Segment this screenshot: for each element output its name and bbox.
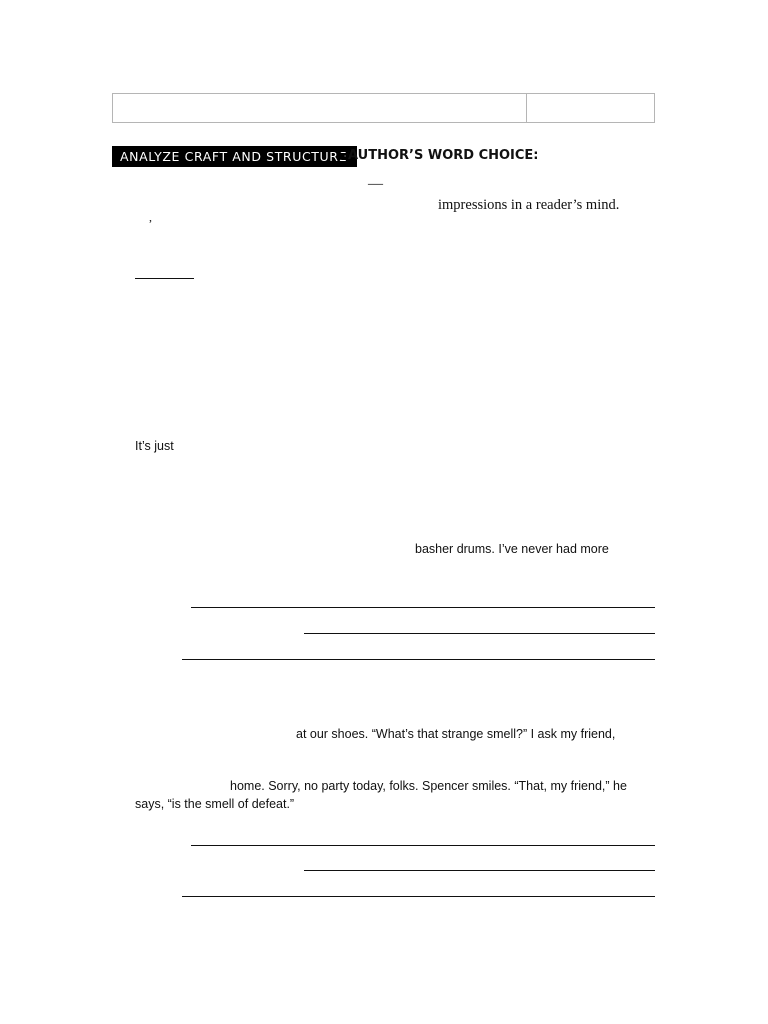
passage-line-basher: basher drums. I’ve never had more — [415, 542, 609, 556]
passage-line-its-just: It’s just — [135, 439, 174, 453]
box-divider — [526, 94, 527, 122]
passage-line-home: home. Sorry, no party today, folks. Spencer smiles. “That, my friend,” he — [230, 779, 627, 793]
section-tag: ANALYZE CRAFT AND STRUCTURE — [112, 146, 357, 167]
section-heading: AUTHOR’S WORD CHOICE: — [348, 148, 539, 163]
answer-line[interactable] — [182, 896, 655, 897]
answer-line[interactable] — [191, 845, 655, 846]
answer-line[interactable] — [304, 870, 655, 871]
answer-line[interactable] — [304, 633, 655, 634]
name-date-box — [112, 93, 655, 123]
intro-text: impressions in a reader’s mind. — [438, 197, 620, 213]
passage-line-shoes: at our shoes. “What’s that strange smell?” I ask my friend, — [296, 727, 616, 741]
arrow-right-icon — [338, 150, 345, 162]
answer-line[interactable] — [191, 607, 655, 608]
answer-line[interactable] — [182, 659, 655, 660]
dash-mark: — — [368, 176, 383, 192]
passage-line-says: says, “is the smell of defeat.” — [135, 797, 295, 811]
comma-mark: , — [149, 210, 152, 224]
short-rule — [135, 278, 194, 279]
